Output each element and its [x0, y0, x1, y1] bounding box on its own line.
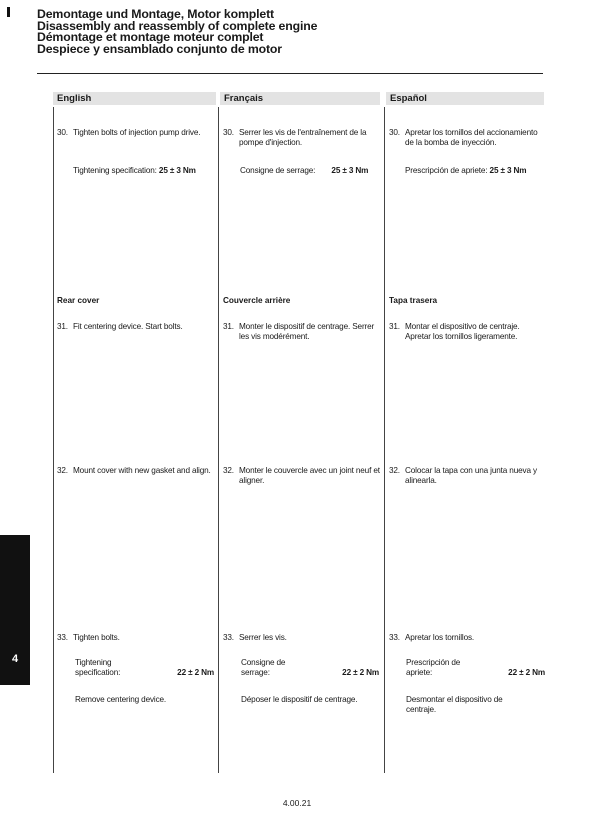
corner-mark	[7, 7, 10, 17]
note-33-es: Desmontar el dispositivo de centraje.	[406, 695, 503, 715]
spec-value: 25 ± 3 Nm	[489, 166, 527, 175]
column-heading-english: English	[53, 92, 216, 105]
title-german: Demontage und Montage, Motor komplett	[37, 7, 274, 21]
step-30-fr	[223, 128, 379, 149]
spec-label: Tightening specification:	[73, 166, 157, 175]
section-title-es: Tapa trasera	[389, 296, 438, 305]
step-number: 31.	[57, 322, 68, 331]
step-text: Tighten bolts.	[73, 633, 120, 642]
spec-label: Consigne de serrage:	[241, 658, 286, 678]
spec-label: Prescripción de apriete:	[405, 166, 488, 175]
spec-33-en	[75, 658, 214, 679]
step-32-fr	[223, 466, 381, 487]
note-33-en: Remove centering device.	[75, 695, 167, 704]
step-31-fr	[223, 322, 381, 343]
step-text: Apretar los tornillos del accionamiento de la bomba de inyección.	[405, 128, 538, 148]
step-30-en	[57, 128, 213, 138]
step-number: 30.	[57, 128, 68, 137]
spec-33-es	[406, 658, 545, 679]
step-number: 30.	[389, 128, 400, 137]
step-text: Serrer les vis de l'entraînement de la pompe d'injection.	[239, 128, 367, 148]
spec-30-fr	[240, 166, 368, 176]
step-number: 32.	[57, 466, 68, 475]
header-rule	[37, 73, 543, 74]
step-text: Colocar la tapa con una junta nueva y alinearla.	[405, 466, 537, 486]
column-divider-left	[53, 107, 54, 773]
section-title-en: Rear cover	[57, 296, 100, 305]
title-english: Disassembly and reassembly of complete engine	[37, 18, 318, 33]
step-number: 33.	[57, 633, 68, 642]
column-heading-spanish: Español	[386, 92, 544, 105]
spec-label: Consigne de serrage:	[240, 166, 316, 175]
spec-label: Tightening specification:	[75, 658, 121, 678]
step-32-en	[57, 466, 213, 476]
column-divider-middle	[218, 107, 219, 773]
step-text: Tighten bolts of injection pump drive.	[73, 128, 201, 137]
spec-30-es	[405, 166, 526, 176]
step-31-es	[389, 322, 543, 343]
step-text: Montar el dispositivo de centraje. Apretar los tornillos ligeramente.	[405, 322, 520, 342]
step-number: 32.	[223, 466, 234, 475]
column-heading-french: Français	[220, 92, 380, 105]
column-divider-right	[384, 107, 385, 773]
spec-30-en	[73, 166, 196, 176]
step-text: Mount cover with new gasket and align.	[73, 466, 211, 475]
step-text: Fit centering device. Start bolts.	[73, 322, 183, 331]
step-33-fr	[223, 633, 381, 643]
section-title-fr: Couvercle arrière	[223, 296, 291, 305]
page-number: 4.00.21	[282, 798, 312, 808]
spec-value: 22 ± 2 Nm	[508, 668, 545, 678]
step-text: Serrer les vis.	[239, 633, 287, 642]
step-32-es	[389, 466, 543, 487]
step-number: 31.	[389, 322, 400, 331]
chapter-tab	[0, 535, 30, 685]
step-33-es	[389, 633, 543, 643]
step-number: 31.	[223, 322, 234, 331]
spec-value: 22 ± 2 Nm	[342, 668, 379, 678]
spec-value: 22 ± 2 Nm	[177, 668, 214, 678]
spec-33-fr	[241, 658, 379, 679]
step-number: 32.	[389, 466, 400, 475]
step-number: 33.	[223, 633, 234, 642]
title-french: Démontage et montage moteur complet	[37, 30, 264, 45]
step-33-en	[57, 633, 213, 643]
step-number: 33.	[389, 633, 400, 642]
chapter-tab-number: 4	[11, 653, 19, 665]
note-33-fr: Déposer le dispositif de centrage.	[241, 695, 358, 704]
spec-label: Prescripción de apriete:	[406, 658, 461, 678]
spec-value: 25 ± 3 Nm	[331, 166, 369, 175]
step-text: Monter le dispositif de centrage. Serrer les vis modérément.	[239, 322, 375, 342]
spec-value: 25 ± 3 Nm	[158, 166, 196, 175]
step-31-en	[57, 322, 213, 332]
page-titles	[37, 9, 557, 55]
step-text: Apretar los tornillos.	[405, 633, 475, 642]
step-text: Monter le couvercle avec un joint neuf et aligner.	[239, 466, 380, 486]
title-spanish: Despiece y ensamblado conjunto de motor	[37, 41, 282, 56]
step-number: 30.	[223, 128, 234, 137]
step-30-es	[389, 128, 543, 149]
